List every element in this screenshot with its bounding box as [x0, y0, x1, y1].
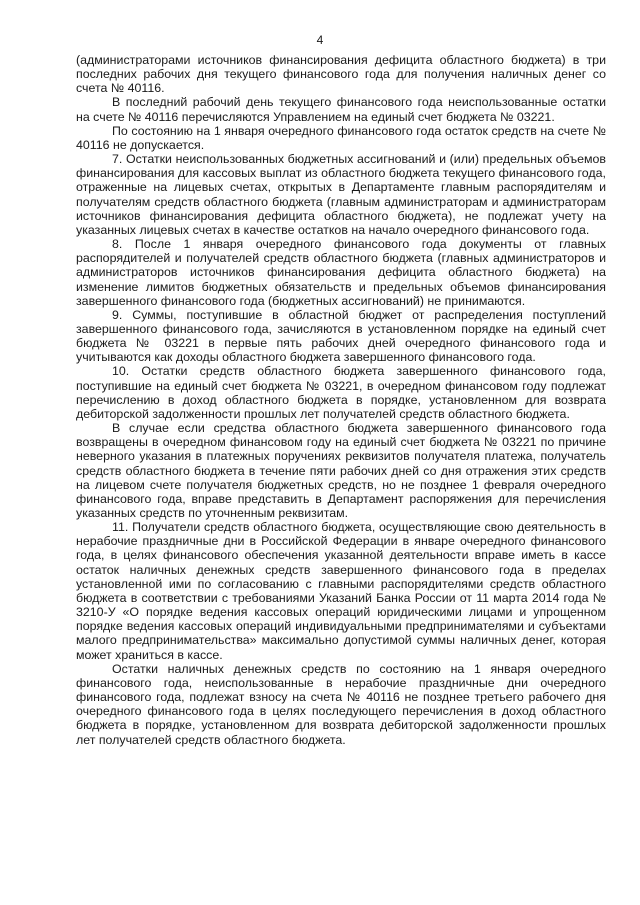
paragraph-item-9: 9. Суммы, поступившие в областной бюджет от распределения поступлений завершенного финансового года, зачисляются в установленном порядке на единый счет бюджета № 03221 в первые пять рабочих дней очередного финансового года и учитываются как доходы областного бюджета завершенного финансового года.: [76, 307, 606, 365]
paragraph-item-7: 7. Остатки неиспользованных бюджетных ассигнований и (или) предельных объемов финансирования для кассовых выплат из областного бюджета текущего финансового года, отраженные на лицевых счетах, открытых в Департаменте главным распорядителям и получателям средств областного бюджета (главным администраторам и администраторам источников финансирования дефицита областного бюджета), не подлежат учету на указанных лицевых счетах в качестве остатков на начало очередного финансового года.: [76, 152, 606, 237]
document-body: [76, 53, 606, 747]
paragraph-item-8: 8. После 1 января очередного финансового года документы от главных распорядителей и получателей средств областного бюджета (главных администраторов и администраторов источников финансирования дефицита областного бюджета) на изменение лимитов бюджетных обязательств и предельных объемов финансирования завершенного финансового года (бюджетных ассигнований) не принимаются.: [76, 237, 606, 308]
paragraph: По состоянию на 1 января очередного финансового года остаток средств на счете № 40116 не допускается.: [76, 123, 606, 152]
paragraph: Остатки наличных денежных средств по состоянию на 1 января очередного финансового года, неиспользованные в нерабочие праздничные дни очередного финансового года, подлежат взносу на счета № 40116 не позднее третьего рабочего дня очередного финансового года в целях последующего перечисления в доход областного бюджета в порядке, установленном для возврата дебиторской задолженности прошлых лет получателей средств областного бюджета.: [76, 661, 606, 747]
paragraph-continuation: (администраторами источников финансирования дефицита областного бюджета) в три последних рабочих дня текущего финансового года для получения наличных денег со счета № 40116.: [76, 53, 606, 96]
paragraph-item-10: 10. Остатки средств областного бюджета завершенного финансового года, поступившие на единый счет бюджета № 03221, в очередном финансовом году подлежат перечислению в доход областного бюджета в порядке, установленном для возврата дебиторской задолженности прошлых лет получателей средств областного бюджета.: [76, 364, 606, 421]
paragraph: В последний рабочий день текущего финансового года неиспользованные остатки на счете № 40116 перечисляются Управлением на единый счет бюджета № 03221.: [76, 95, 606, 124]
paragraph-item-11: 11. Получатели средств областного бюджета, осуществляющие свою деятельность в нерабочие праздничные дни в Российской Федерации в январе очередного финансового года, в целях финансового обеспечения указанной деятельности вправе иметь в кассе остаток наличных денежных средств завершенного финансового года в пределах установленной ими по согласованию с главными распорядителями средств областного бюджета в соответствии с требованиями Указаний Банка России от 11 марта 2014 года № 3210-У «О порядке ведения кассовых операций юридическими лицами и упрощенном порядке ведения кассовых операций индивидуальными предпринимателями и субъектами малого предпринимательства» максимально допустимой суммы наличных денег, которая может храниться в кассе.: [76, 520, 606, 662]
page-number: 4: [316, 33, 324, 47]
paragraph: В случае если средства областного бюджета завершенного финансового года возвращены в очередном финансовом году на единый счет бюджета № 03221 по причине неверного указания в платежных поручениях реквизитов получателя платежа, получатель средств областного бюджета в течение пяти рабочих дней со дня отражения этих средств на лицевом счете получателя бюджетных средств, но не позднее 1 февраля очередного финансового года, вправе представить в Департамент распоряжения для перечисления указанных средств по уточненным реквизитам.: [76, 421, 606, 520]
